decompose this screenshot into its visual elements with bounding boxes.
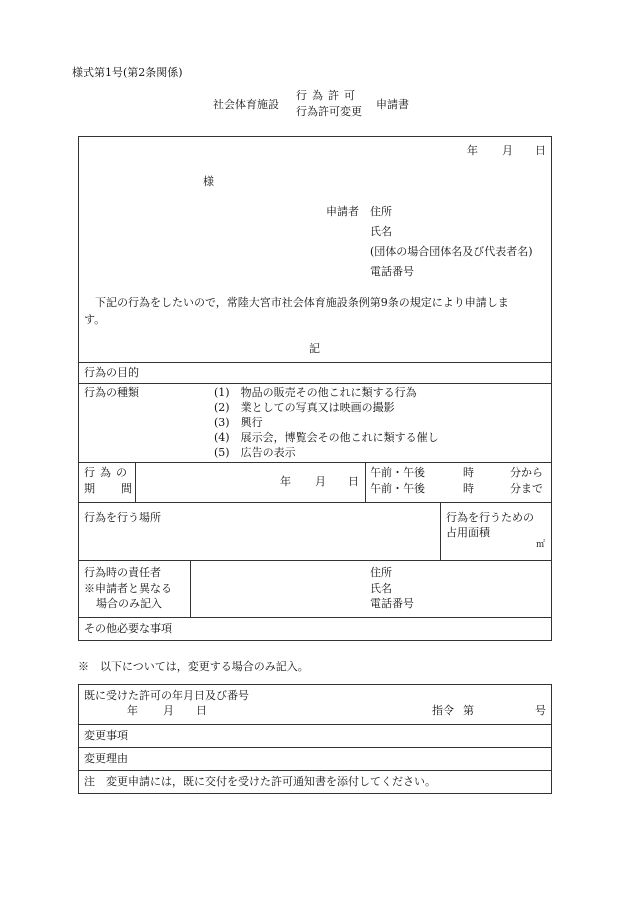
ki-label: 記 [309,342,320,355]
area-unit: ㎡ [536,540,546,550]
responsible-line3: 場合のみ記入 [96,597,162,610]
area-label-line2: 占用面積 [446,526,490,539]
type-item-2: (2) 業としての写真又は映画の撮影 [214,401,395,414]
prior-permit-day: 日 [196,704,207,717]
applicant-address: 住所 [370,205,392,218]
responsible-line1: 行為時の責任者 [84,566,161,579]
act-permit-change-label: 行為許可変更 [296,105,362,118]
type-item-5: (5) 広告の表示 [214,446,296,459]
period-hour-start: 時 [463,466,474,479]
divider [78,770,552,771]
type-item-3: (3) 興行 [214,416,263,429]
prior-permit-go: 号 [535,704,546,717]
type-item-1: (1) 物品の販売その他これに類する行為 [214,386,417,399]
date-day: 日 [535,144,546,157]
prior-permit-year: 年 [127,704,138,717]
period-until: 分まで [510,482,543,495]
divider [190,560,191,617]
date-year: 年 [467,144,478,157]
period-month: 月 [315,475,326,488]
period-ampm-end: 午前・午後 [370,482,425,495]
change-note: ※ 以下については，変更する場合のみ記入。 [78,660,309,673]
applicant-label: 申請者 [326,205,359,218]
act-permit-label: 行為許可 [296,89,360,102]
period-label-line2: 期間 [84,482,132,495]
period-year: 年 [280,475,291,488]
date-month: 月 [502,144,513,157]
period-day: 日 [348,475,359,488]
statement-line2: す。 [84,313,106,326]
applicant-name: 氏名 [370,225,392,238]
divider [440,502,441,560]
divider [78,724,552,725]
prior-permit-month: 月 [163,704,174,717]
footnote: 注 変更申請には，既に交付を受けた許可通知書を添付してください。 [84,775,436,788]
purpose-label: 行為の目的 [84,366,139,379]
divider [78,383,552,384]
period-from: 分から [510,466,543,479]
facility-label: 社会体育施設 [213,98,279,111]
responsible-address: 住所 [370,566,392,579]
change-items-label: 変更事項 [84,729,128,742]
change-reason-label: 変更理由 [84,752,128,765]
area-label-line1: 行為を行うための [446,511,534,524]
period-label-line1: 行為の [84,466,132,479]
responsible-line2: ※申請者と異なる [84,582,172,595]
prior-permit-dai: 第 [463,704,474,717]
responsible-phone: 電話番号 [370,597,414,610]
prior-permit-label: 既に受けた許可の年月日及び番号 [84,689,249,702]
divider [78,747,552,748]
divider [78,502,552,503]
responsible-name: 氏名 [370,582,392,595]
divider [78,462,552,463]
place-label: 行為を行う場所 [84,511,161,524]
divider [78,560,552,561]
form-number: 様式第1号(第2条関係) [72,66,183,79]
prior-permit-order: 指令 [432,704,454,717]
type-label: 行為の種類 [84,386,139,399]
statement-line1: 下記の行為をしたいので，常陸大宮市社会体育施設条例第9条の規定により申請しま [95,296,509,309]
applicant-phone: 電話番号 [370,265,414,278]
divider [365,462,366,502]
applicant-org-note: (団体の場合団体名及び代表者名) [370,245,533,258]
period-hour-end: 時 [463,482,474,495]
divider [78,617,552,618]
divider [78,362,552,363]
period-ampm-start: 午前・午後 [370,466,425,479]
type-item-4: (4) 展示会，博覧会その他これに類する催し [214,431,439,444]
other-label: その他必要な事項 [84,622,172,635]
application-label: 申請書 [376,98,409,111]
divider [135,462,136,502]
addressee-suffix: 様 [203,175,214,188]
